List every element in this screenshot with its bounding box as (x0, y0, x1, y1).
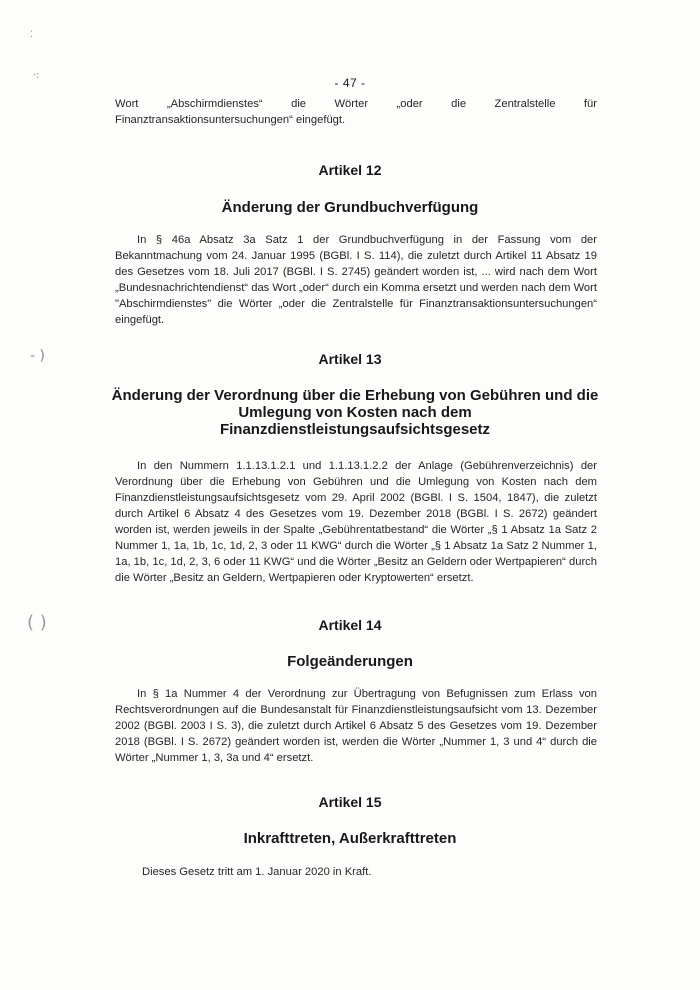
article-12-body: In § 46a Absatz 3a Satz 1 der Grundbuchverfügung in der Fassung vom der Bekanntmachung vom 24. Januar 1995 (BGBl. I S. 114), die zuletzt durch Artikel 11 Absatz 19 des Gesetzes vom 18. Juli 2017 (BGBl. I S. 2745) geändert worden ist, ... wird nach dem Wort „Bundesnachrichtendienst“ das Wort „oder“ durch ein Komma ersetzt und werden nach dem Wort "Abschirmdienstes" die Wörter „oder die Zentralstelle für Finanztransaktionsuntersuchungen“ eingefügt. (115, 234, 597, 326)
article-15-title: Inkrafttreten, Außerkrafttreten (243, 830, 457, 847)
page-number: - 47 - (334, 76, 366, 90)
article-14-body: In § 1a Nummer 4 der Verordnung zur Übertragung von Befugnissen zum Erlass von Rechtsverordnungen auf die Bundesanstalt für Finanzdienstleistungsaufsicht vom 13. Dezember 2002 (BGBl. 2003 I S. 3), die zuletzt durch Artikel 6 Absatz 5 des Gesetzes vom 19. Dezember 2018 (BGBl. I S. 2672) geändert worden ist, werden die Wörter „Nummer 1, 3 und 4“ durch die Wörter „Nummer 1, 3, 3a und 4“ ersetzt. (115, 688, 597, 764)
punch-hole-mark: ( ) (27, 612, 47, 633)
scan-speck: ⁚ (30, 30, 33, 40)
scan-speck: ·: (33, 70, 40, 81)
article-12-title: Änderung der Grundbuchverfügung (221, 199, 479, 216)
article-13-label: Artikel 13 (318, 351, 382, 367)
article-12-label: Artikel 12 (318, 162, 382, 178)
article-14-label: Artikel 14 (318, 617, 382, 633)
article-13-body: In den Nummern 1.1.13.1.2.1 und 1.1.13.1.2.2 der Anlage (Gebührenverzeichnis) der Verordnung über die Erhebung von Gebühren und die Umlegung von Kosten nach dem Finanzdienstleistungsaufsichtsgesetz vom 29. April 2002 (BGBl. I S. 1504, 1847), die zuletzt durch Artikel 6 Absatz 4 des Gesetzes vom 19. Dezember 2018 (BGBl. I S. 2672) geändert worden ist, werden jeweils in der Spalte „Gebührentatbestand“ die Wörter „§ 1 Absatz 1a Satz 2 Nummer 1, 1a, 1b, 1c, 1d, 2, 3 oder 11 KWG“ durch die Wörter „§ 1 Absatz 1a Satz 2 Nummer 1, 1a, 1b, 1c, 1d, 2, 3, 6 oder 11 KWG“ und die Wörter „Besitz an Geldern oder Wertpapieren“ durch die Wörter „Besitz an Geldern, Wertpapieren oder Kryptowerten“ ersetzt. (115, 460, 597, 584)
article-14-title: Folgeänderungen (287, 653, 413, 670)
article-15-label: Artikel 15 (318, 794, 382, 810)
intro-paragraph: Wort „Abschirmdienstes“ die Wörter „oder die Zentralstelle für Finanztransaktionsuntersuchungen“ eingefügt. (115, 98, 597, 126)
article-13-title: Änderung der Verordnung über die Erhebung von Gebühren und die Umlegung von Kosten nach dem Finanzdienstleistungsaufsichtsgesetz (111, 387, 599, 438)
punch-hole-mark: - ) (30, 348, 45, 364)
article-15-body: Dieses Gesetz tritt am 1. Januar 2020 in Kraft. (142, 866, 372, 878)
